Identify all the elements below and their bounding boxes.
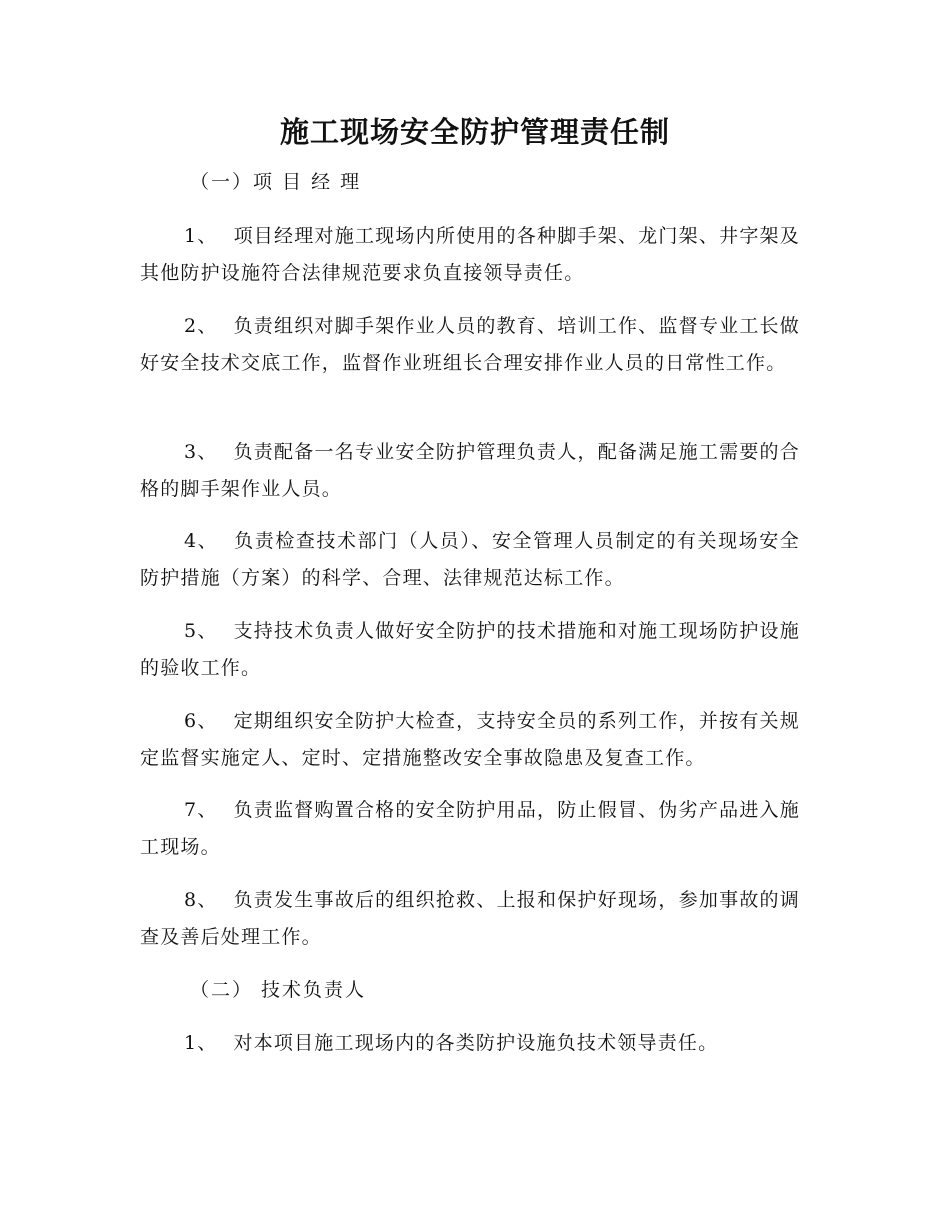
item-text: 支持技术负责人做好安全防护的技术措施和对施工现场防护设施的验收工作。 [140, 620, 800, 679]
item-text: 负责检查技术部门（人员）、安全管理人员制定的有关现场安全防护措施（方案）的科学、合理、法律规范达标工作。 [140, 530, 800, 589]
section-heading-technical-lead: （二） 技术负责人 [190, 979, 367, 1001]
item-text: 对本项目施工现场内的各类防护设施负技术领导责任。 [233, 1032, 719, 1054]
paragraph-item [140, 613, 800, 687]
item-text: 项目经理对施工现场内所使用的各种脚手架、龙门架、井字架及其他防护设施符合法律规范要求负直接领导责任。 [140, 225, 800, 284]
item-number: 1、 [184, 1032, 218, 1054]
paragraph-item [140, 218, 800, 292]
paragraph-item [140, 882, 800, 956]
item-text: 负责组织对脚手架作业人员的教育、培训工作、监督专业工长做好安全技术交底工作，监督作业班组长合理安排作业人员的日常性工作。 [140, 315, 800, 374]
item-text: 负责监督购置合格的安全防护用品，防止假冒、伪劣产品进入施工现场。 [140, 799, 800, 858]
item-text: 负责配备一名专业安全防护管理负责人，配备满足施工需要的合格的脚手架作业人员。 [140, 441, 800, 500]
paragraph-item [140, 1025, 800, 1062]
item-number: 8、 [184, 889, 218, 911]
document-title: 施工现场安全防护管理责任制 [279, 115, 670, 149]
item-number: 4、 [184, 530, 219, 552]
item-number: 7、 [184, 799, 218, 821]
paragraph-item [140, 434, 800, 508]
paragraph-item [140, 703, 800, 777]
item-text: 定期组织安全防护大检查，支持安全员的系列工作，并按有关规定监督实施定人、定时、定措施整改安全事故隐患及复查工作。 [140, 710, 800, 769]
section-heading-project-manager: （一）项 目 经 理 [190, 171, 362, 193]
item-number: 6、 [184, 710, 218, 732]
item-number: 1、 [184, 225, 218, 247]
item-text: 负责发生事故后的组织抢救、上报和保护好现场，参加事故的调查及善后处理工作。 [140, 889, 800, 948]
item-number: 3、 [184, 441, 218, 463]
paragraph-item [140, 308, 800, 382]
item-number: 5、 [184, 620, 218, 642]
item-number: 2、 [184, 315, 218, 337]
paragraph-item [140, 523, 800, 597]
paragraph-item [140, 792, 800, 866]
